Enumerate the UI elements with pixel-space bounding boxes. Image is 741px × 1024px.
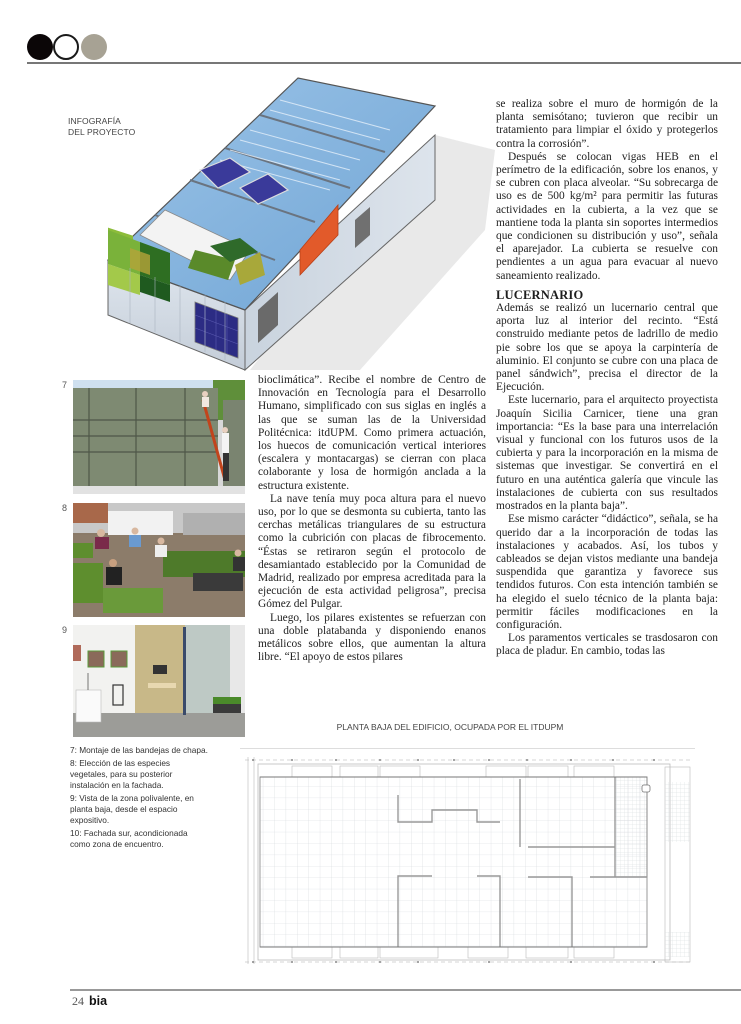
page-footer — [72, 994, 107, 1009]
footer-rule — [70, 989, 741, 991]
floor-plan-rule — [240, 748, 695, 749]
header-dot-grey — [81, 34, 107, 60]
photo-8-plant-selection — [73, 503, 245, 617]
article-column-middle — [258, 374, 486, 664]
article-paragraph: Ese mismo carácter “didáctico”, señala, se ha querido dar a la incorporación de todas las instalaciones y acabados. Así, los tubos y cableados se dejan vistos mediante una bandeja suspendida que garantiza y favorece sus tendidos futuros. Con esta intención también se ha elegido el suelo técnico de la planta baja: permitir fáciles modificaciones en la configuración. — [496, 513, 718, 631]
photo-7-number: 7 — [62, 380, 68, 390]
infographic-label-line2: DEL PROYECTO — [68, 127, 136, 137]
article-paragraph: La nave tenía muy poca altura para el nuevo uso, por lo que se desmonta su cubierta, tanto las cerchas metálicas triangulares de su estructura como la cubrición con placas de fibrocemento. “Éstas se retiraron según el protocolo de desamiantado establecido por la Comunidad de Madrid, realizado por empresa acreditada para la ejecución de esta actividad peligrosa”, precisa Gómez del Pulgar. — [258, 492, 486, 611]
article-paragraph: Luego, los pilares existentes se refuerzan con una doble platabanda y disponiendo enanos metálicos sobre ellos, que aumentan la altura libre. “El apoyo de estos pilares — [258, 611, 486, 664]
infographic-label-line1: INFOGRAFÍA — [68, 116, 121, 126]
article-paragraph: bioclimática”. Recibe el nombre de Centro de Innovación en Tecnología para el Desarrollo Humano, simplificado con sus siglas en inglés a las que se suman las de la Universidad Politécnica: itdUPM. Como primera actuación, los huecos de comunicación vertical interiores (escalera y montacargas) se cierran con placa colaborante y losa de hormigón anclada a la estructura existente. — [258, 374, 486, 492]
caption-8: 8: Elección de las especies vegetales, para su posterior instalación en la fachada. — [70, 758, 173, 790]
header-dot-black — [27, 34, 53, 60]
building-infographic — [100, 70, 500, 375]
header-dot-white — [53, 34, 79, 60]
section-heading-lucernario: LUCERNARIO — [496, 287, 584, 302]
photo-9-number: 9 — [62, 625, 68, 635]
article-paragraph: se realiza sobre el muro de hormigón de la planta semisótano; tuvieron que recibir un tratamiento para limpiar el óxido y protegerlos contra la corrosión”. — [496, 98, 718, 150]
article-paragraph: Además se realizó un lucernario central que aporta luz al interior del recinto. “Está construido mediante petos de ladrillo de medio pie sobre los que se apoya la carpintería de aluminio. El conjunto se cubre con una placa de panel sándwich”, precisa el director de la Ejecución. — [496, 302, 718, 394]
article-paragraph: Los paramentos verticales se trasdosaron con placa de pladur. En cambio, todas las — [496, 632, 718, 658]
photo-7-facade-panels — [73, 380, 245, 494]
caption-9: 9: Vista de la zona polivalente, en planta baja, desde el espacio expositivo. — [70, 793, 194, 825]
page-number: 24 — [72, 994, 84, 1008]
photo-8-number: 8 — [62, 503, 68, 513]
photo-captions — [70, 745, 210, 852]
caption-10: 10: Fachada sur, acondicionada como zona de encuentro. — [70, 828, 188, 849]
header-rule — [27, 62, 741, 64]
article-paragraph: Después se colocan vigas HEB en el perímetro de la edificación, sobre los enanos, y se cubren con placa alveolar. “Su sobrecarga de uso es de 500 kg/m² para permitir las futuras actividades en la cubierta, a la vez que se mantiene toda la planta sin soportes intermedios que condicionen su distribución y uso”, señala el aparejador. La cubierta se resuelve con pendientes a un agua para evacuar al nuevo saneamiento realizado. — [496, 150, 718, 282]
magazine-name: bia — [89, 994, 108, 1008]
floor-plan-drawing — [240, 752, 700, 967]
photo-9-multipurpose-area — [73, 625, 245, 737]
article-paragraph: Este lucernario, para el arquitecto proyectista Joaquín Sicilia Carnicer, tiene una gran importancia: “Es la base para una interrelación visual y funcional con los futuros usos de la cubierta y para la incorporación en la misma de sistemas que investigar. Se convertirá en el futuro en una auténtica galería que vincule las instalaciones de cubierta con sus resultados mostrados en la planta baja”. — [496, 394, 718, 513]
caption-7: 7: Montaje de las bandejas de chapa. — [70, 745, 208, 755]
floor-plan-title: PLANTA BAJA DEL EDIFICIO, OCUPADA POR EL ITDUPM — [336, 722, 564, 732]
article-column-right — [496, 98, 718, 659]
